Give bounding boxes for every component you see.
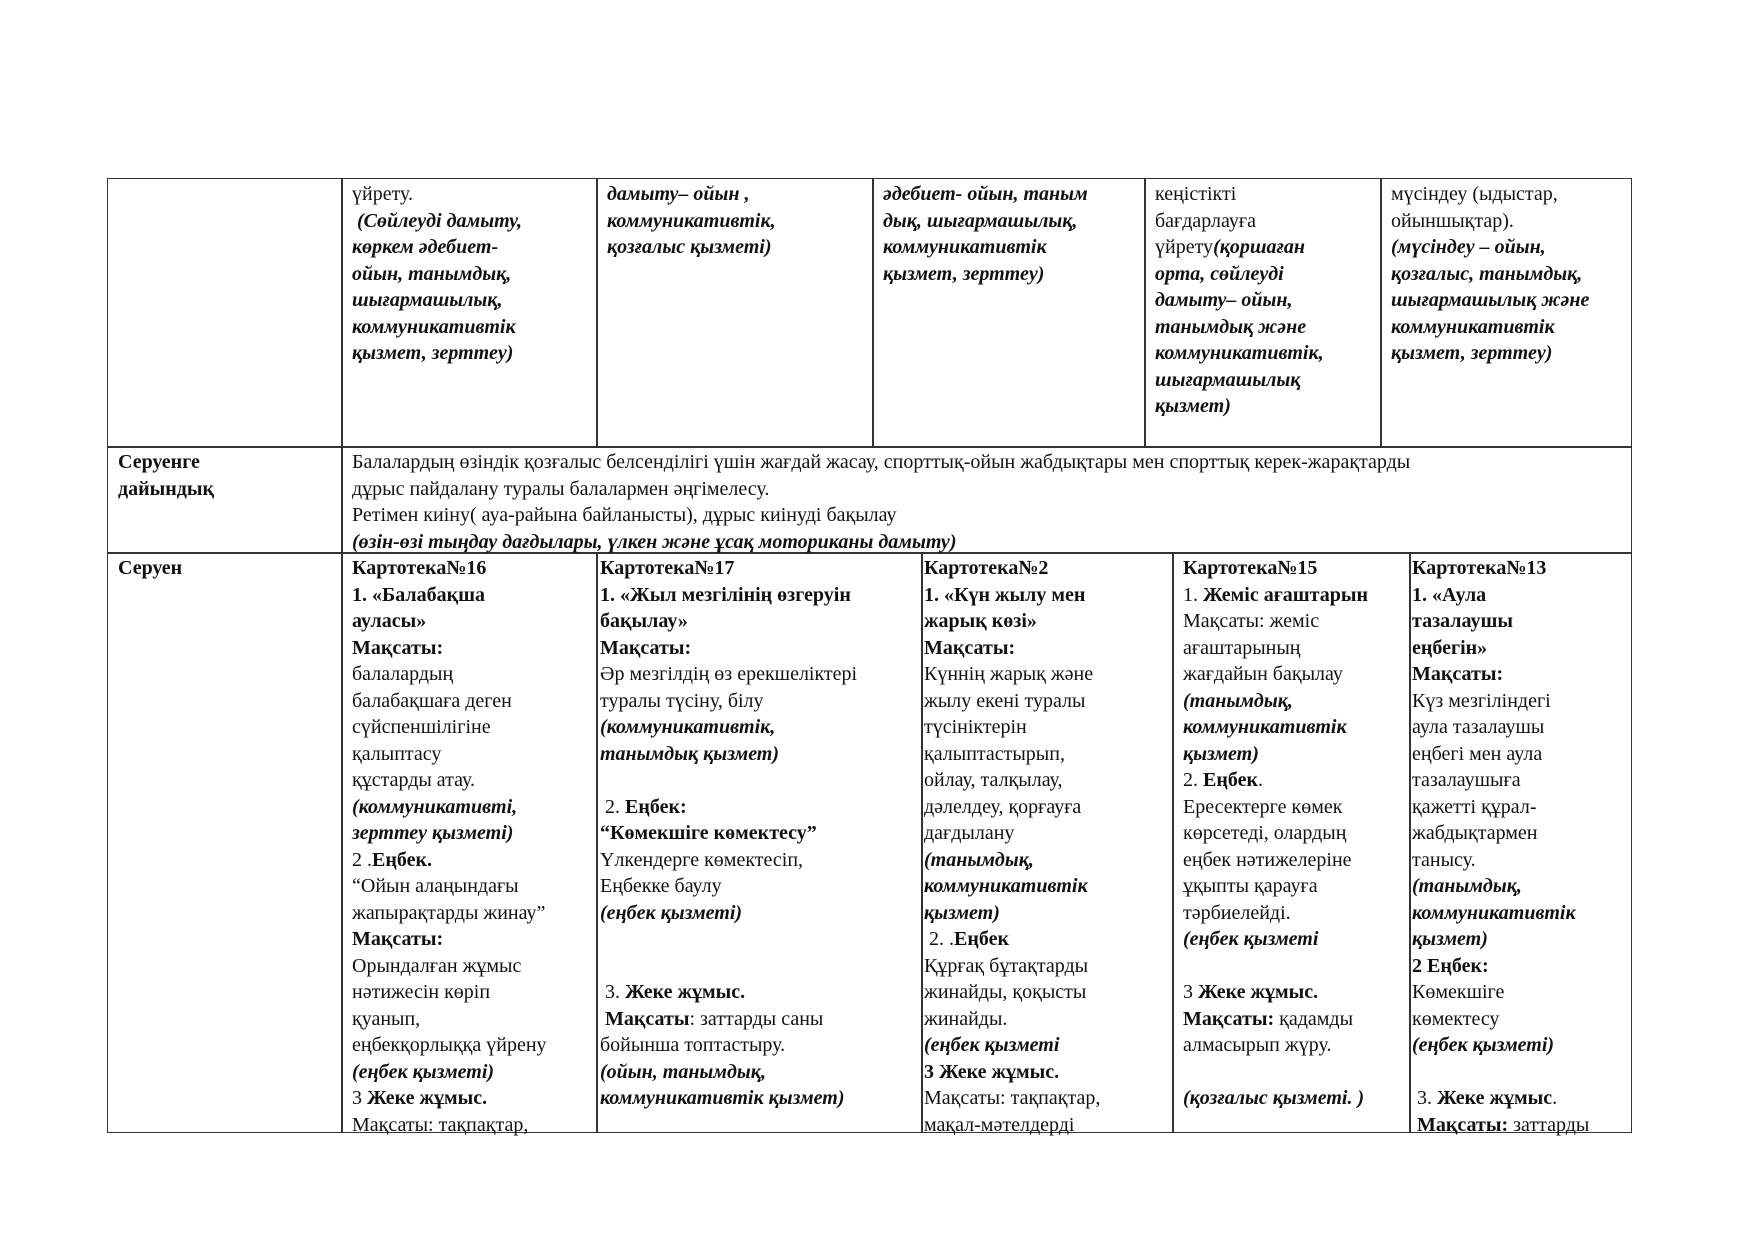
text-line: Күннің жарық және [924, 663, 1094, 685]
row3-col3-cell [600, 555, 857, 1112]
text-line: шығармашылық [1155, 368, 1301, 391]
text-line: Мақсаты: [352, 928, 444, 950]
text-line: Картотека№17 [600, 557, 735, 579]
text-line: түсініктерін [924, 716, 1027, 738]
text-line: туралы түсіну, білу [600, 689, 764, 712]
row3-col4-cell [924, 555, 1100, 1138]
text-line: кеңістікті [1155, 183, 1237, 205]
text-line: зерттеу қызметі) [352, 822, 514, 844]
text-line: шығармашылық, [352, 289, 503, 311]
text-line: жабдықтармен [1412, 822, 1538, 844]
text-line: Серуен [118, 557, 183, 579]
text-line: Балалардың өзіндік қозғалыс белсенділігі үшін жағдай жасау, спорттық-ойын жабдықтары мен спорттық керек-жарақтарды [352, 451, 1411, 473]
column-divider [1144, 178, 1146, 446]
text-line [1183, 1059, 1368, 1086]
text-line: балабақшаға деген [352, 689, 512, 712]
text-line: коммуникативтік, [1155, 342, 1324, 364]
text-line: 1. «Балабақша [352, 583, 486, 606]
row1-col3-cell [607, 181, 776, 261]
text-line: қалыптасу [352, 742, 442, 765]
text-line: “Көмекшіге көмектесу” [600, 822, 817, 844]
column-divider [872, 178, 874, 446]
text-line: дәлелдеу, қорғауға [924, 795, 1082, 818]
text-line: 2 Еңбек: [1412, 954, 1489, 977]
text-line: 1. «Аула [1412, 583, 1487, 606]
row3-col2-cell [352, 555, 547, 1138]
text-line: Мақсаты: заттарды [1417, 1113, 1590, 1136]
text-line: тазалаушыға [1412, 769, 1521, 791]
text-line: еңбегі мен аула [1412, 742, 1543, 765]
text-line: 3. Жеке жұмыс. [600, 981, 746, 1003]
text-line: (мүсіндеу – ойын, [1391, 236, 1546, 258]
text-line: 3. Жеке жұмыс. [1412, 1087, 1558, 1109]
text-line: қажетті құрал- [1412, 795, 1537, 818]
text-line: 3 Жеке жұмыс. [352, 1087, 488, 1109]
text-line: еңбегін» [1412, 636, 1488, 659]
text-line: құстарды атау. [352, 769, 476, 791]
text-line: әдебиет- ойын, таным [883, 183, 1088, 205]
text-line: 3 Жеке жұмыс. [1183, 981, 1319, 1003]
text-line: қызмет, зерттеу) [352, 342, 514, 364]
text-line: аула тазалаушы [1412, 716, 1545, 738]
text-line: 1. Жеміс ағаштарын [1183, 583, 1368, 606]
row2-label-cell [118, 449, 214, 502]
text-line: (коммуникативті, [352, 795, 518, 818]
row1-col6-cell [1391, 181, 1589, 367]
text-line: Картотека№13 [1412, 557, 1547, 579]
text-line: коммуникативтік [1183, 716, 1347, 738]
column-divider [341, 178, 343, 1133]
text-line: қызмет) [1155, 395, 1231, 417]
column-divider [1172, 552, 1174, 1133]
text-line: үйрету. [352, 183, 414, 205]
text-line: Күз мезгіліндегі [1412, 689, 1551, 712]
text-line: “Ойын алаңындағы [352, 875, 519, 897]
text-line: жарық көзі» [924, 610, 1037, 632]
text-line: 2. .Еңбек [924, 928, 1009, 950]
text-line: ағаштарының [1183, 636, 1301, 659]
text-line: (Сөйлеуді дамыту, [352, 209, 523, 232]
text-line: мақал-мәтелдерді [924, 1113, 1075, 1136]
column-divider [596, 178, 598, 446]
text-line: Мақсаты: [352, 636, 444, 659]
row1-col5-cell [1155, 181, 1324, 420]
text-line: бақылау» [600, 610, 688, 632]
text-line: қызмет, зерттеу) [1391, 342, 1553, 364]
text-line: Мақсаты: қадамды [1183, 1007, 1354, 1030]
column-divider [921, 552, 923, 1133]
text-line: Мақсаты: [924, 636, 1016, 659]
text-line: мүсіндеу (ыдыстар, [1391, 183, 1558, 205]
text-line: тәрбиелейді. [1183, 901, 1291, 924]
text-line: Әр мезгілдің өз ерекшеліктері [600, 663, 858, 685]
text-line: нәтижесін көріп [352, 981, 491, 1003]
text-line: көркем әдебиет- [352, 236, 499, 258]
text-line: қозғалыс қызметі) [607, 236, 772, 258]
text-line: дағдылану [924, 822, 1015, 844]
text-line: Көмекшіге [1412, 981, 1505, 1003]
text-line: 2. Еңбек. [1183, 769, 1263, 791]
text-line: коммуникативтік [924, 875, 1088, 897]
text-line: дық, шығармашылық, [883, 209, 1078, 232]
text-line: танысу. [1412, 848, 1476, 871]
text-line: (еңбек қызметі [1183, 928, 1319, 950]
text-line: (қозғалыс қызметі. ) [1183, 1087, 1365, 1109]
text-line: танымдық және [1155, 315, 1307, 338]
text-line: Мақсаты: жеміс [1183, 610, 1320, 632]
text-line: Мақсаты: тақпақтар, [352, 1113, 529, 1136]
text-line: еңбек нәтижелеріне [1183, 848, 1352, 871]
text-line: коммуникативтік [1391, 315, 1555, 338]
text-line: Серуенге [118, 451, 200, 473]
text-line: сүйспеншілігіне [352, 716, 491, 738]
text-line: дамыту– ойын, [1155, 289, 1293, 311]
text-line: коммуникативтік қызмет) [600, 1087, 845, 1109]
text-line: коммуникативтік, [607, 209, 776, 232]
text-line: дайындық [118, 477, 215, 500]
text-line: Мақсаты: [1412, 663, 1504, 685]
text-line: Ересектерге көмек [1183, 795, 1343, 818]
text-line: (еңбек қызметі) [1412, 1034, 1555, 1056]
text-line: қызмет) [1183, 742, 1259, 765]
text-line: 2. Еңбек: [600, 795, 687, 818]
text-line: Картотека№16 [352, 557, 487, 579]
text-line: (коммуникативтік, [600, 716, 776, 738]
text-line: Мақсаты: заттарды саны [605, 1007, 824, 1030]
text-line [1183, 953, 1368, 980]
text-line: ойын, танымдық, [352, 262, 512, 285]
text-line: бойынша топтастыру. [600, 1034, 786, 1056]
text-line: ойлау, талқылау, [924, 769, 1063, 791]
text-line: Үлкендерге көмектесіп, [600, 848, 804, 871]
text-line: еңбекқорлыққа үйрену [352, 1034, 547, 1056]
text-line: 2 .Еңбек. [352, 848, 432, 871]
row3-label-cell [118, 555, 182, 582]
text-line: бағдарлауға [1155, 209, 1256, 232]
column-divider [1409, 552, 1411, 1133]
text-line: балалардың [352, 663, 454, 685]
row2-content-cell [352, 449, 1410, 555]
text-line: үйрету(қоршаған [1155, 236, 1306, 258]
text-line: коммуникативтік [352, 315, 516, 338]
column-divider [1380, 178, 1382, 446]
text-line: ауласы» [352, 610, 427, 632]
text-line: Еңбекке баулу [600, 875, 722, 897]
row1-col2-cell [352, 181, 522, 367]
row1-col4-cell [883, 181, 1088, 287]
text-line: (өзін-өзі тыңдау дағдылары, үлкен және ұсақ моториканы дамыту) [352, 530, 957, 553]
text-line: (танымдық, [1183, 689, 1293, 712]
text-line: орта, сөйлеуді [1155, 262, 1284, 285]
text-line: Құрғақ бұтақтарды [924, 954, 1089, 977]
text-line: Ретімен киіну( ауа-райына байланысты), дұрыс киінуді бақылау [352, 504, 897, 526]
text-line: коммуникативтік [1412, 901, 1576, 924]
text-line: коммуникативтік [883, 236, 1047, 258]
text-line: қозғалыс, танымдық, [1391, 262, 1583, 285]
row3-col5-cell [1183, 555, 1368, 1112]
text-line: 3 Жеке жұмыс. [924, 1060, 1060, 1083]
text-line: дамыту– ойын , [607, 183, 750, 205]
text-line: Мақсаты: тақпақтар, [924, 1087, 1101, 1109]
text-line: көрсетеді, олардың [1183, 822, 1347, 844]
text-line [600, 767, 857, 794]
text-line: шығармашылық және [1391, 289, 1590, 311]
text-line: Картотека№2 [924, 557, 1049, 579]
text-line: жапырақтарды жинау” [352, 901, 546, 924]
column-divider [596, 552, 598, 1133]
text-line [600, 953, 857, 980]
text-line: дұрыс пайдалану туралы балалармен әңгімелесу. [352, 477, 770, 500]
text-line: ойыншықтар). [1391, 209, 1514, 232]
text-line: (еңбек қызметі) [352, 1060, 495, 1083]
text-line: Мақсаты: [600, 636, 692, 659]
text-line: көмектесу [1412, 1007, 1500, 1030]
text-line: жылу екені туралы [924, 689, 1086, 712]
text-line: 1. «Күн жылу мен [924, 583, 1086, 606]
text-line: қызмет, зерттеу) [883, 262, 1045, 285]
text-line: алмасырып жүру. [1183, 1034, 1332, 1056]
text-line [600, 926, 857, 953]
text-line: (танымдық, [924, 848, 1034, 871]
row3-col6-cell [1412, 555, 1589, 1138]
text-line: танымдық қызмет) [600, 742, 780, 765]
text-line: (еңбек қызметі [924, 1034, 1060, 1056]
text-line: жинайды, қоқысты [924, 981, 1087, 1003]
text-line: қуанып, [352, 1007, 421, 1030]
text-line: ұқыпты қарауға [1183, 875, 1318, 897]
text-line: 1. «Жыл мезгілінің өзгеруін [600, 583, 851, 606]
text-line: жинайды. [924, 1007, 1008, 1030]
row-divider [107, 446, 1632, 448]
text-line: (танымдық, [1412, 875, 1522, 897]
text-line: (ойын, танымдық, [600, 1060, 766, 1083]
text-line: қызмет) [1412, 928, 1488, 950]
text-line: жағдайын бақылау [1183, 663, 1343, 685]
text-line: (еңбек қызметі) [600, 901, 743, 924]
text-line: қызмет) [924, 901, 1000, 924]
text-line: Орындалған жұмыс [352, 954, 522, 977]
text-line [1412, 1059, 1589, 1086]
text-line: қалыптастырып, [924, 742, 1065, 765]
text-line: Картотека№15 [1183, 557, 1318, 579]
text-line: тазалаушы [1412, 610, 1513, 632]
